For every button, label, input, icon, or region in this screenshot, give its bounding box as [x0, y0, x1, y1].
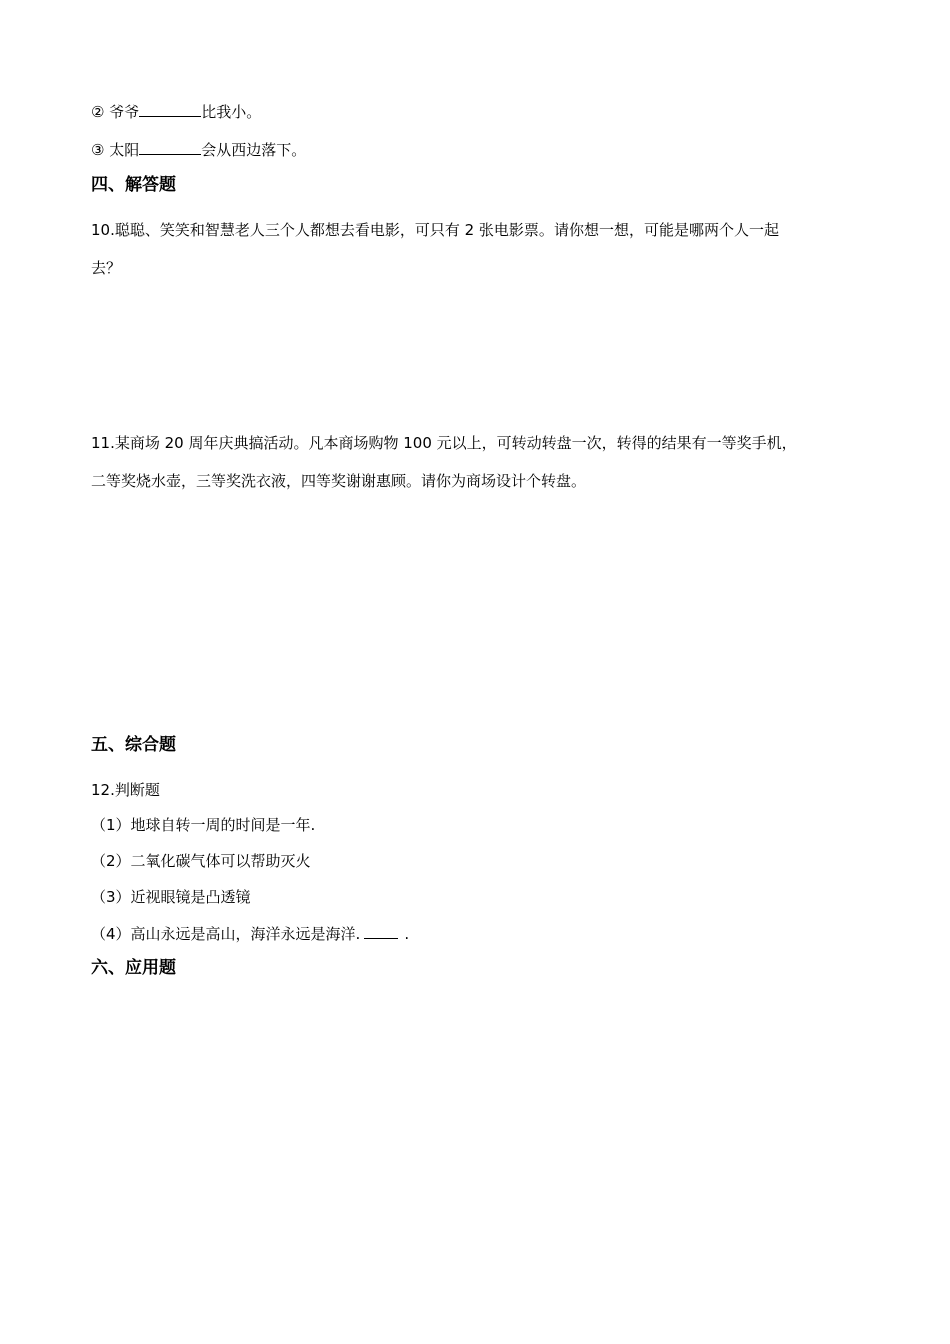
question-11-line-2: 二等奖烧水壶，三等奖洗衣液，四等奖谢谢惠顾。请你为商场设计个转盘。: [91, 472, 587, 490]
question-10-line-2: 去？: [91, 259, 122, 277]
answer-blank[interactable]: [139, 102, 201, 117]
fill-item-3-suffix: 会从西边落下。: [201, 141, 307, 159]
answer-blank[interactable]: [364, 924, 398, 939]
judgement-item-4-end: .: [404, 925, 410, 943]
judgement-item-1: （1）地球自转一周的时间是一年.: [91, 816, 316, 834]
answer-blank[interactable]: [139, 140, 201, 155]
section-6-heading: 六、应用题: [91, 958, 176, 978]
judgement-item-4: [91, 924, 409, 944]
section-5-heading: 五、综合题: [91, 735, 176, 755]
question-10-line-1: 10.聪聪、笑笑和智慧老人三个人都想去看电影，可只有 2 张电影票。请你想一想，可能是哪两个人一起: [91, 221, 779, 239]
judgement-item-2: （2）二氧化碳气体可以帮助灭火: [91, 852, 311, 870]
fill-item-2: [91, 102, 261, 122]
question-11-line-1: 11.某商场 20 周年庆典搞活动。凡本商场购物 100 元以上，可转动转盘一次，转得的结果有一等奖手机，: [91, 434, 797, 452]
judgement-item-4-text: （4）高山永远是高山，海洋永远是海洋.: [91, 925, 361, 943]
fill-item-3: [91, 140, 306, 160]
fill-item-3-prefix: ③ 太阳: [91, 141, 140, 159]
question-12-title: 12.判断题: [91, 781, 160, 799]
section-4-heading: 四、解答题: [91, 175, 176, 195]
fill-item-2-suffix: 比我小。: [201, 103, 262, 121]
judgement-item-3: （3）近视眼镜是凸透镜: [91, 888, 251, 906]
fill-item-2-prefix: ② 爷爷: [91, 103, 140, 121]
